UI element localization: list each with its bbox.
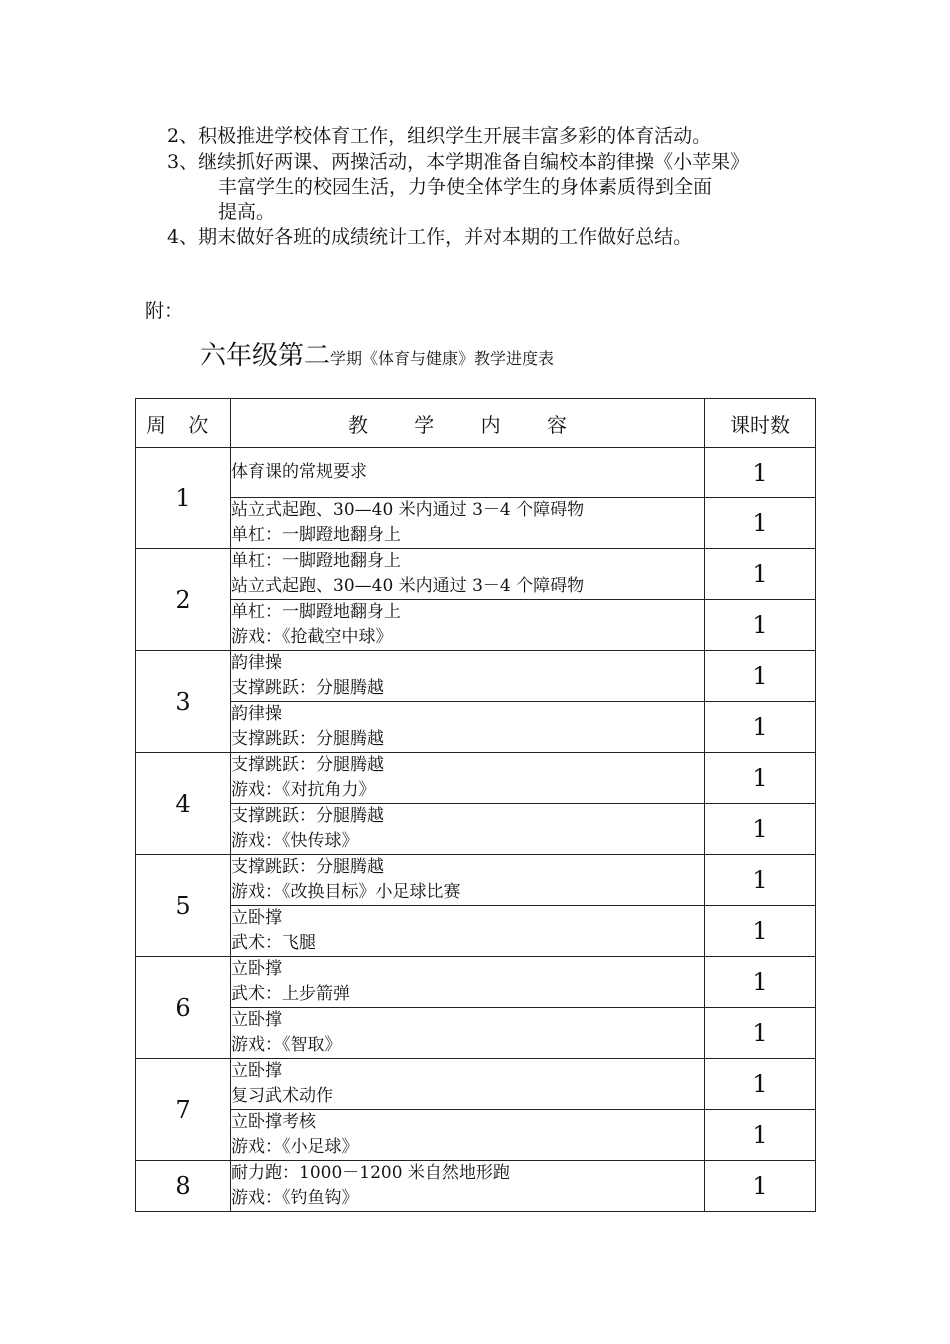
lesson-line: 单杠：一脚蹬地翻身上 <box>231 551 401 571</box>
table-row <box>136 600 816 651</box>
table-body <box>136 448 816 1212</box>
table-row <box>136 957 816 1008</box>
table-row <box>136 753 816 804</box>
lesson-line: 支撑跳跃：分腿腾越 <box>231 755 384 775</box>
appendix-label: 附： <box>145 300 184 322</box>
lesson-line: 立卧撑 <box>231 1010 282 1030</box>
lesson-content <box>231 651 705 702</box>
lesson-hours: 1 <box>705 600 816 651</box>
plan-item-4: 4、期末做好各班的成绩统计工作，并对本期的工作做好总结。 <box>167 226 693 248</box>
lesson-content <box>231 906 705 957</box>
lesson-hours: 1 <box>705 804 816 855</box>
lesson-line: 韵律操 <box>231 653 282 673</box>
lesson-content <box>231 1008 705 1059</box>
lesson-content <box>231 957 705 1008</box>
lesson-content <box>231 702 705 753</box>
week-number: 5 <box>136 855 231 957</box>
lesson-line: 游戏：《对抗角力》 <box>231 780 376 800</box>
lesson-content <box>231 1161 705 1212</box>
week-number: 7 <box>136 1059 231 1161</box>
table-row <box>136 702 816 753</box>
lesson-line: 支撑跳跃：分腿腾越 <box>231 857 384 877</box>
lesson-hours: 1 <box>705 1059 816 1110</box>
lesson-line: 支撑跳跃：分腿腾越 <box>231 678 384 698</box>
lesson-content <box>231 1110 705 1161</box>
lesson-line: 游戏：《改换目标》小足球比赛 <box>231 882 461 902</box>
lesson-line: 武术：飞腿 <box>231 933 316 953</box>
header-week: 周 次 <box>136 399 231 448</box>
lesson-line: 武术：上步箭弹 <box>231 984 350 1004</box>
lesson-line: 支撑跳跃：分腿腾越 <box>231 806 384 826</box>
week-number: 3 <box>136 651 231 753</box>
lesson-line: 体育课的常规要求 <box>231 462 367 482</box>
lesson-hours: 1 <box>705 448 816 498</box>
lesson-line: 游戏：《小足球》 <box>231 1137 359 1157</box>
week-number: 1 <box>136 448 231 549</box>
lesson-hours: 1 <box>705 1161 816 1212</box>
lesson-line: 立卧撑考核 <box>231 1112 316 1132</box>
lesson-line: 游戏：《快传球》 <box>231 831 359 851</box>
table-row <box>136 855 816 906</box>
lesson-hours: 1 <box>705 855 816 906</box>
table-row <box>136 1008 816 1059</box>
lesson-hours: 1 <box>705 549 816 600</box>
lesson-content <box>231 804 705 855</box>
lesson-content <box>231 549 705 600</box>
header-hours: 课时数 <box>705 399 816 448</box>
lesson-line: 韵律操 <box>231 704 282 724</box>
lesson-hours: 1 <box>705 498 816 549</box>
week-number: 4 <box>136 753 231 855</box>
lesson-content <box>231 600 705 651</box>
week-number: 6 <box>136 957 231 1059</box>
lesson-hours: 1 <box>705 1008 816 1059</box>
lesson-line: 立卧撑 <box>231 959 282 979</box>
table-row <box>136 651 816 702</box>
week-number: 2 <box>136 549 231 651</box>
lesson-line: 游戏：《抢截空中球》 <box>231 627 393 647</box>
lesson-hours: 1 <box>705 651 816 702</box>
lesson-content <box>231 498 705 549</box>
plan-item-3-continued: 丰富学生的校园生活，力争使全体学生的身体素质得到全面 <box>218 176 713 198</box>
lesson-content <box>231 448 705 498</box>
week-number: 8 <box>136 1161 231 1212</box>
lesson-line: 立卧撑 <box>231 1061 282 1081</box>
lesson-hours: 1 <box>705 1110 816 1161</box>
lesson-hours: 1 <box>705 702 816 753</box>
table-title <box>200 334 554 372</box>
lesson-line: 耐力跑：1000－1200 米自然地形跑 <box>231 1163 510 1183</box>
lesson-line: 站立式起跑、30—40 米内通过 3－4 个障碍物 <box>231 576 585 596</box>
lesson-content <box>231 753 705 804</box>
lesson-content <box>231 855 705 906</box>
lesson-line: 复习武术动作 <box>231 1086 333 1106</box>
table-row <box>136 498 816 549</box>
plan-item-3: 3、继续抓好两课、两操活动，本学期准备自编校本韵律操《小苹果》 <box>167 151 750 173</box>
table-title-small: 学期《体育与健康》教学进度表 <box>330 349 555 368</box>
table-row <box>136 448 816 498</box>
plan-item-3-end: 提高。 <box>218 201 276 223</box>
table-row <box>136 906 816 957</box>
teaching-schedule-table <box>135 398 816 1212</box>
table-row <box>136 549 816 600</box>
lesson-line: 游戏：《钓鱼钩》 <box>231 1188 359 1208</box>
lesson-line: 单杠：一脚蹬地翻身上 <box>231 525 401 545</box>
lesson-hours: 1 <box>705 753 816 804</box>
table-title-large: 六年级第二 <box>200 341 331 371</box>
lesson-line: 游戏：《智取》 <box>231 1035 342 1055</box>
table-row <box>136 1059 816 1110</box>
lesson-hours: 1 <box>705 906 816 957</box>
table-row <box>136 1161 816 1212</box>
lesson-line: 单杠：一脚蹬地翻身上 <box>231 602 401 622</box>
table-row <box>136 804 816 855</box>
lesson-line: 支撑跳跃：分腿腾越 <box>231 729 384 749</box>
header-content: 教 学 内 容 <box>231 399 705 448</box>
lesson-content <box>231 1059 705 1110</box>
plan-item-2: 2、积极推进学校体育工作，组织学生开展丰富多彩的体育活动。 <box>167 125 712 147</box>
table-row <box>136 1110 816 1161</box>
table-header-row <box>136 399 816 448</box>
lesson-hours: 1 <box>705 957 816 1008</box>
lesson-line: 立卧撑 <box>231 908 282 928</box>
lesson-line: 站立式起跑、30—40 米内通过 3－4 个障碍物 <box>231 500 585 520</box>
